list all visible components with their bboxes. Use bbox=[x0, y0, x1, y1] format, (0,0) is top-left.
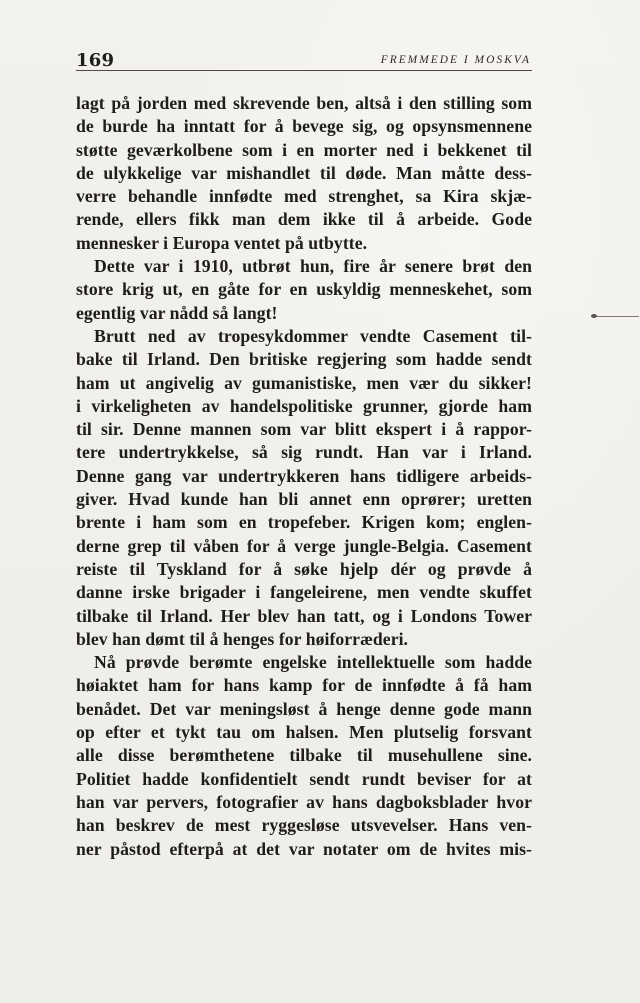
margin-pen-mark bbox=[591, 313, 639, 319]
text-line: egentlig var nådd så langt! bbox=[76, 302, 278, 323]
page-number: 169 bbox=[76, 50, 115, 71]
text-line: alle disse berømthetene tilbake til musehullene sine. bbox=[76, 745, 532, 766]
text-line: Nå prøvde berømte engelske intellektuelle som hadde bbox=[94, 652, 532, 673]
text-line: store krig ut, en gåte for en uskyldig menneskehet, som bbox=[76, 279, 532, 300]
text-line: danne irske brigader i fangeleirene, men vendte skuffet bbox=[76, 582, 532, 603]
running-head: FREMMEDE I MOSKVA bbox=[380, 54, 531, 66]
text-line: derne grep til våben for å verge jungle-Belgia. Casement bbox=[76, 535, 532, 556]
text-line: Denne gang var undertrykkeren hans tidligere arbeids- bbox=[76, 465, 532, 486]
text-line: i virkeligheten av handelspolitiske grunner, gjorde ham bbox=[76, 395, 532, 416]
text-line: Brutt ned av tropesykdommer vendte Casement til- bbox=[94, 325, 532, 346]
text-line: bake til Irland. Den britiske regjering som hadde sendt bbox=[76, 349, 532, 370]
header-rule bbox=[76, 70, 532, 71]
text-line: blev han dømt til å henges for høiforræderi. bbox=[76, 628, 409, 649]
text-line: tere undertrykkelse, så sig rundt. Han var i Irland. bbox=[76, 442, 532, 463]
text-line: ham ut angivelig av gumanistiske, men vær du sikker! bbox=[76, 372, 532, 393]
text-line: tilbake til Irland. Her blev han tatt, og i Londons Tower bbox=[76, 605, 532, 626]
text-line: giver. Hvad kunde han bli annet enn oprører; uretten bbox=[76, 489, 532, 510]
text-line: op efter et tykt tau om halsen. Men plutselig forsvant bbox=[76, 722, 532, 743]
text-line: lagt på jorden med skrevende ben, altså i den stilling som bbox=[76, 93, 532, 113]
text-line: de ulykkelige var mishandlet til døde. Man måtte dess- bbox=[76, 162, 532, 183]
text-line: rende, ellers fikk man dem ikke til å arbeide. Gode bbox=[76, 209, 532, 230]
text-line: han beskrev de mest ryggesløse utsvevelser. Hans ven- bbox=[76, 815, 532, 836]
text-line: reiste til Tyskland for å søke hjelp dér og prøvde å bbox=[76, 558, 532, 579]
text-line: til sir. Denne mannen som var blitt ekspert i å rappor- bbox=[76, 419, 532, 440]
text-line: de burde ha inntatt for å bevege sig, og opsynsmennene bbox=[76, 116, 532, 137]
text-line: mennesker i Europa ventet på utbytte. bbox=[76, 232, 368, 253]
text-line: benådet. Det var meningsløst å henge denne gode mann bbox=[76, 698, 532, 719]
text-line: Politiet hadde konfidentielt sendt rundt beviser for at bbox=[76, 768, 532, 789]
text-line: ner påstod efterpå at det var notater om de hvites mis- bbox=[76, 838, 532, 859]
text-line: høiaktet ham for hans kamp for de innfødte å få ham bbox=[76, 675, 532, 696]
page-header bbox=[76, 50, 531, 70]
body-text bbox=[76, 92, 532, 859]
text-line: Dette var i 1910, utbrøt hun, fire år senere brøt den bbox=[94, 256, 532, 277]
text-line: verre behandle innfødte med strenghet, sa Kira skjæ- bbox=[76, 186, 532, 207]
text-line: støtte geværkolbene som i en morter ned i bekkenet til bbox=[76, 139, 532, 160]
text-line: han var pervers, fotografier av hans dagboksblader hvor bbox=[76, 791, 532, 812]
text-line: brente i ham som en tropefeber. Krigen kom; englen- bbox=[76, 512, 532, 533]
